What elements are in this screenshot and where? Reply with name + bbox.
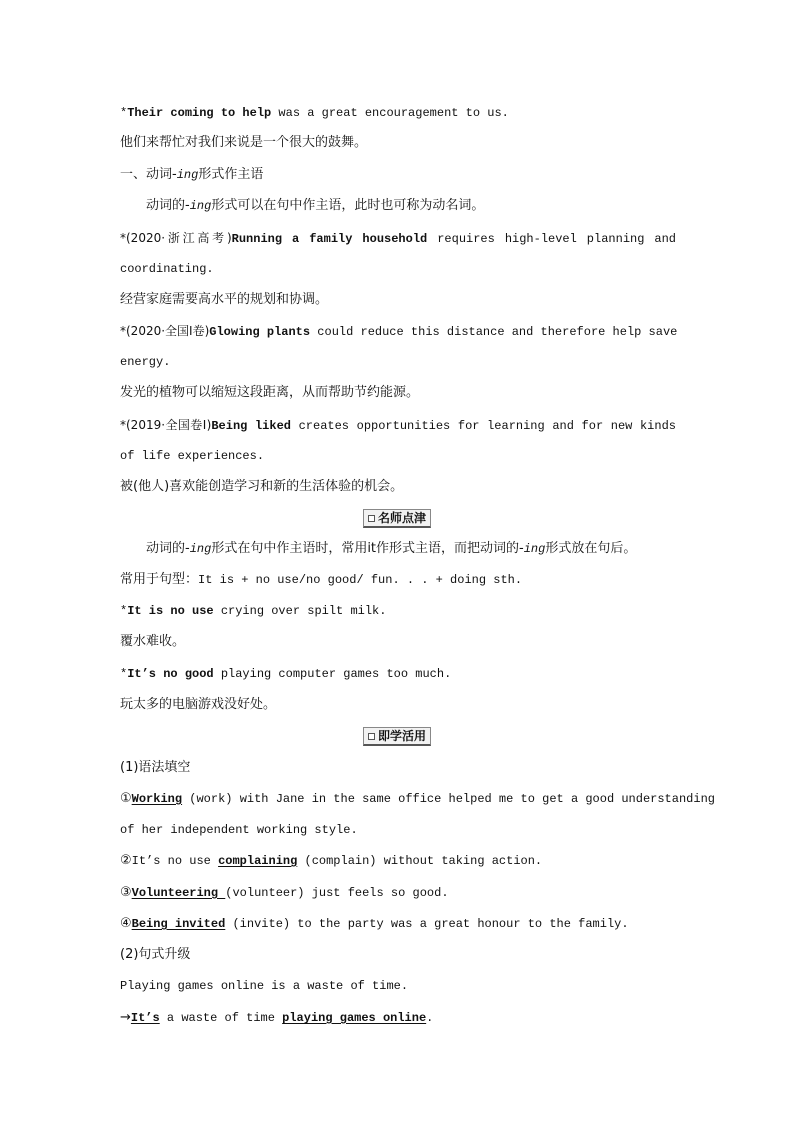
badge-label: 即学活用 — [363, 727, 431, 746]
example-sentence — [120, 322, 676, 341]
ing-italic: ing — [189, 199, 212, 213]
text-part: 形式可以在句中作主语，此时也可称为动名词。 — [211, 198, 485, 213]
sentence-pattern — [120, 571, 676, 589]
item-text: (volunteer) just feels so good. — [225, 886, 449, 900]
badge-label: 名师点津 — [363, 509, 431, 528]
source-label: *(2020·浙江高考) — [120, 231, 232, 245]
tips-note — [146, 540, 702, 558]
sentence-continuation: of life experiences. — [120, 449, 265, 463]
sentence-rest: requires high-level planning and — [427, 232, 677, 246]
item-number: ④ — [120, 916, 132, 931]
text-part: 形式放在句后。 — [545, 541, 637, 556]
item-number: ② — [120, 853, 132, 868]
example-sentence — [120, 602, 676, 620]
text-part: 动词的- — [146, 198, 190, 213]
answer-blank: complaining — [218, 854, 298, 868]
intro-paragraph — [146, 197, 702, 215]
chinese-translation: 被(他人)喜欢能创造学习和新的生活体验的机会。 — [120, 479, 404, 494]
item-number: ③ — [120, 885, 132, 900]
sentence-rest: could reduce this distance and therefore help save — [310, 325, 678, 339]
example-sentence — [120, 229, 676, 248]
item-text: It’s no use — [131, 854, 219, 868]
item-text: a waste of time — [159, 1011, 283, 1025]
heading-part: 一、动词- — [120, 167, 177, 182]
sentence-continuation: coordinating. — [120, 262, 214, 276]
chinese-translation: 发光的植物可以缩短这段距离，从而帮助节约能源。 — [120, 385, 420, 400]
example-sentence — [120, 665, 676, 683]
ing-italic: ing — [523, 542, 546, 556]
exercise-title: (1)语法填空 — [120, 760, 191, 775]
chinese-translation: 玩太多的电脑游戏没好处。 — [120, 697, 277, 712]
sentence-rest: was a great encouragement to us. — [271, 106, 509, 120]
bold-phrase: Their coming to help — [127, 106, 272, 120]
example-sentence — [120, 416, 676, 435]
bold-phrase: Being liked — [211, 419, 291, 433]
item-number: ① — [120, 791, 132, 806]
pattern-label: 常用于句型： — [120, 572, 199, 587]
rewritten-sentence — [120, 1009, 676, 1027]
item-text: . — [426, 1011, 434, 1025]
text-part: 动词的- — [146, 541, 190, 556]
exercise-title: (2)句式升级 — [120, 947, 191, 962]
answer-blank: It’s — [130, 1011, 160, 1025]
chinese-translation: 他们来帮忙对我们来说是一个很大的鼓舞。 — [120, 135, 368, 150]
exercise-item — [120, 852, 676, 870]
chinese-translation: 经营家庭需要高水平的规划和协调。 — [120, 292, 329, 307]
exercise-item — [120, 915, 676, 933]
answer-blank: playing games online — [282, 1011, 427, 1025]
exercise-item — [120, 790, 715, 808]
answer-blank: Working — [131, 792, 183, 806]
original-sentence: Playing games online is a waste of time. — [120, 979, 409, 993]
bold-phrase: Running a family household — [231, 232, 428, 246]
bullet-star: * — [120, 106, 128, 120]
bold-phrase: Glowing plants — [209, 325, 311, 339]
source-label: *(2020·全国Ⅰ卷) — [120, 324, 210, 338]
item-text: (complain) without taking action. — [297, 854, 543, 868]
bullet-star: * — [120, 667, 128, 681]
bold-phrase: It’s no good — [127, 667, 214, 681]
ing-italic: ing — [189, 542, 212, 556]
sentence-continuation: energy. — [120, 355, 171, 369]
item-continuation: of her independent working style. — [120, 823, 358, 837]
bullet-star: * — [120, 604, 128, 618]
chinese-translation: 覆水难收。 — [120, 634, 186, 649]
pattern-formula: It is + no use/no good/ fun. . . + doing sth. — [198, 573, 523, 587]
sentence-rest: creates opportunities for learning and for new kinds — [290, 419, 676, 433]
text-part: 形式在句中作主语时，常用it作形式主语，而把动词的- — [211, 541, 524, 556]
item-text: (work) with Jane in the same office helped me to get a good understanding — [182, 792, 715, 806]
teacher-tips-badge — [0, 509, 794, 528]
heading-ing: ing — [176, 168, 199, 182]
heading-part: 形式作主语 — [198, 167, 264, 182]
sentence-rest: crying over spilt milk. — [213, 604, 387, 618]
sentence-rest: playing computer games too much. — [213, 667, 452, 681]
answer-blank: Being invited — [131, 917, 226, 931]
bold-phrase: It is no use — [127, 604, 214, 618]
section-heading — [120, 166, 676, 184]
answer-blank: Volunteering — [131, 886, 226, 900]
source-label: *(2019·全国卷Ⅰ) — [120, 418, 212, 432]
exercise-item — [120, 884, 676, 902]
arrow-icon: → — [120, 1010, 131, 1025]
practice-badge — [0, 727, 794, 746]
example-sentence — [120, 104, 676, 122]
item-text: (invite) to the party was a great honour to the family. — [225, 917, 629, 931]
